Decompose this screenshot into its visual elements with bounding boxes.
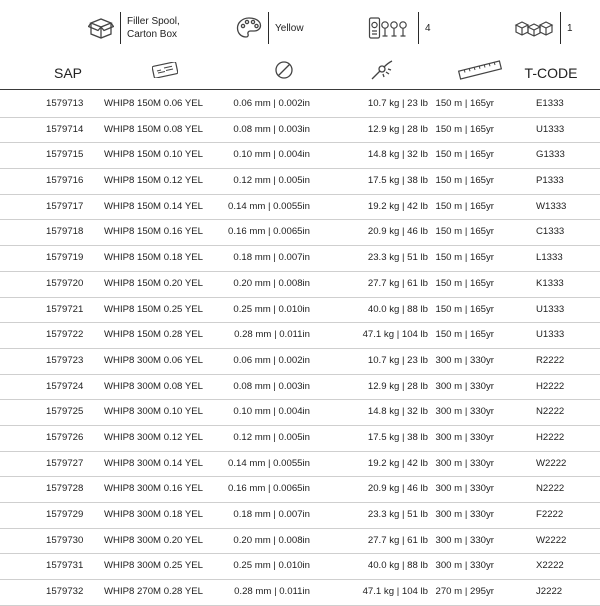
sap-cell: 1579732 — [46, 586, 84, 598]
strength-cell: 19.2 kg | 42 lb — [367, 457, 428, 469]
diameter-cell: 0.20 mm | 0.008in — [233, 534, 310, 546]
table-row — [0, 580, 600, 606]
description-cell: WHIP8 150M 0.06 YEL — [104, 98, 204, 109]
diameter-icon — [274, 60, 294, 85]
description-cell: WHIP8 150M 0.25 YEL — [104, 303, 204, 315]
sap-cell: 1579731 — [46, 560, 84, 572]
description-cell: WHIP8 150M 0.10 YEL — [104, 149, 204, 161]
product-info-bar — [0, 0, 600, 56]
sap-cell: 1579722 — [46, 329, 84, 341]
sap-cell: 1579730 — [46, 534, 84, 546]
diameter-cell: 0.06 mm | 0.002in — [233, 354, 310, 366]
strength-cell: 23.3 kg | 51 lb — [367, 252, 428, 264]
tcode-cell: U1333 — [536, 303, 565, 315]
header-strength — [360, 56, 404, 89]
sap-cell: 1579725 — [46, 406, 84, 418]
length-cell: 150 m | 165yr — [435, 175, 494, 187]
outer-pack-count: 1 — [567, 22, 573, 34]
strength-cell: 12.9 kg | 28 lb — [367, 123, 428, 135]
tcode-cell: U1333 — [536, 123, 565, 135]
length-cell: 150 m | 165yr — [435, 303, 494, 315]
diameter-cell: 0.28 mm | 0.011in — [234, 586, 310, 598]
sap-cell: 1579714 — [46, 123, 84, 135]
description-cell: WHIP8 150M 0.28 YEL — [104, 329, 204, 341]
tcode-cell: H2222 — [536, 380, 565, 392]
description-cell: WHIP8 300M 0.08 YEL — [104, 380, 204, 392]
diameter-cell: 0.25 mm | 0.010in — [233, 303, 310, 315]
table-header — [0, 56, 600, 90]
boxes-icon — [514, 16, 554, 40]
sap-cell: 1579718 — [46, 226, 84, 238]
length-cell: 270 m | 295yr — [435, 586, 494, 598]
tcode-cell: P1333 — [536, 175, 564, 187]
table-row — [0, 195, 600, 221]
inner-pack-count: 4 — [425, 22, 431, 34]
description-cell: WHIP8 150M 0.14 YEL — [104, 200, 204, 212]
table-row — [0, 323, 600, 349]
table-row — [0, 349, 600, 375]
header-sap — [40, 56, 96, 89]
strength-cell: 47.1 kg | 104 lb — [362, 586, 428, 598]
length-cell: 150 m | 165yr — [435, 98, 494, 109]
header-sap-label: SAP — [53, 64, 82, 81]
sap-cell: 1579726 — [46, 431, 84, 443]
sap-cell: 1579727 — [46, 457, 84, 469]
description-cell: WHIP8 300M 0.12 YEL — [104, 431, 204, 443]
description-cell: WHIP8 300M 0.25 YEL — [104, 560, 204, 572]
length-cell: 300 m | 330yr — [435, 354, 494, 366]
table-row — [0, 272, 600, 298]
table-row — [0, 477, 600, 503]
table-row — [0, 220, 600, 246]
length-cell: 300 m | 330yr — [435, 534, 494, 546]
strength-cell: 17.5 kg | 38 lb — [367, 431, 428, 443]
length-cell: 150 m | 165yr — [435, 329, 494, 341]
diameter-cell: 0.25 mm | 0.010in — [233, 560, 310, 572]
strength-cell: 19.2 kg | 42 lb — [367, 200, 428, 212]
divider — [268, 12, 269, 44]
color-info — [236, 8, 304, 48]
palette-icon — [236, 16, 262, 40]
diameter-cell: 0.08 mm | 0.003in — [233, 380, 310, 392]
divider — [560, 12, 561, 44]
length-cell: 300 m | 330yr — [435, 509, 494, 520]
sap-cell: 1579728 — [46, 483, 84, 495]
description-cell: WHIP8 270M 0.28 YEL — [104, 586, 204, 598]
color-label: Yellow — [275, 22, 304, 34]
diameter-cell: 0.06 mm | 0.002in — [233, 98, 310, 109]
tcode-cell: N2222 — [536, 483, 565, 495]
length-cell: 150 m | 165yr — [435, 277, 494, 289]
table-row — [0, 529, 600, 555]
sap-cell: 1579721 — [46, 303, 84, 315]
tcode-cell: L1333 — [536, 252, 563, 264]
tcode-cell: G1333 — [536, 149, 565, 161]
packaging-text — [127, 15, 180, 41]
diameter-cell: 0.12 mm | 0.005in — [233, 175, 310, 187]
length-cell: 150 m | 165yr — [435, 226, 494, 238]
inner-pack-info — [368, 8, 431, 48]
table-row — [0, 503, 600, 529]
tcode-cell: R2222 — [536, 354, 565, 366]
tcode-cell: N2222 — [536, 406, 565, 418]
strength-cell: 23.3 kg | 51 lb — [367, 509, 428, 520]
strength-cell: 12.9 kg | 28 lb — [367, 380, 428, 392]
diameter-cell: 0.20 mm | 0.008in — [233, 277, 310, 289]
length-cell: 150 m | 165yr — [435, 200, 494, 212]
divider — [418, 12, 419, 44]
header-diameter — [262, 56, 306, 89]
description-cell: WHIP8 150M 0.18 YEL — [104, 252, 204, 264]
tcode-cell: F2222 — [536, 509, 564, 520]
length-cell: 300 m | 330yr — [435, 406, 494, 418]
strength-cell: 27.7 kg | 61 lb — [367, 534, 428, 546]
outer-pack-info — [514, 8, 573, 48]
diameter-cell: 0.10 mm | 0.004in — [233, 149, 310, 161]
diameter-cell: 0.28 mm | 0.011in — [234, 329, 310, 341]
length-cell: 300 m | 330yr — [435, 483, 494, 495]
tcode-cell: W1333 — [536, 200, 567, 212]
table-row — [0, 143, 600, 169]
header-length — [450, 56, 510, 89]
description-cell: WHIP8 300M 0.18 YEL — [104, 509, 204, 520]
box-icon — [88, 15, 114, 41]
header-description — [140, 56, 190, 89]
ruler-icon — [457, 60, 503, 85]
strength-cell: 47.1 kg | 104 lb — [362, 329, 428, 341]
length-cell: 150 m | 165yr — [435, 149, 494, 161]
description-cell: WHIP8 150M 0.08 YEL — [104, 123, 204, 135]
diameter-cell: 0.12 mm | 0.005in — [233, 431, 310, 443]
strength-cell: 40.0 kg | 88 lb — [367, 560, 428, 572]
tcode-cell: W2222 — [536, 457, 567, 469]
header-tcode-label: T-CODE — [524, 64, 578, 81]
diameter-cell: 0.10 mm | 0.004in — [233, 406, 310, 418]
description-cell: WHIP8 300M 0.14 YEL — [104, 457, 204, 469]
description-cell: WHIP8 300M 0.16 YEL — [104, 483, 204, 495]
description-cell: WHIP8 300M 0.10 YEL — [104, 406, 204, 418]
table-row — [0, 298, 600, 324]
tcode-cell: W2222 — [536, 534, 567, 546]
strength-cell: 14.8 kg | 32 lb — [367, 149, 428, 161]
table-row — [0, 92, 600, 118]
strength-cell: 10.7 kg | 23 lb — [367, 354, 428, 366]
description-cell: WHIP8 150M 0.16 YEL — [104, 226, 204, 238]
tcode-cell: U1333 — [536, 329, 565, 341]
tcode-cell: J2222 — [536, 586, 563, 598]
diameter-cell: 0.14 mm | 0.0055in — [228, 457, 310, 469]
tcode-cell: C1333 — [536, 226, 565, 238]
table-row — [0, 246, 600, 272]
sap-cell: 1579713 — [46, 98, 84, 109]
strength-cell: 14.8 kg | 32 lb — [367, 406, 428, 418]
length-cell: 300 m | 330yr — [435, 457, 494, 469]
length-cell: 300 m | 330yr — [435, 560, 494, 572]
sap-cell: 1579719 — [46, 252, 84, 264]
sap-cell: 1579723 — [46, 354, 84, 366]
length-cell: 150 m | 165yr — [435, 252, 494, 264]
sap-cell: 1579729 — [46, 509, 84, 520]
sap-cell: 1579720 — [46, 277, 84, 289]
diameter-cell: 0.08 mm | 0.003in — [233, 123, 310, 135]
length-cell: 150 m | 165yr — [435, 123, 494, 135]
table-row — [0, 554, 600, 580]
label-tag-icon — [152, 62, 178, 83]
packaging-line2: Carton Box — [127, 29, 178, 40]
description-cell: WHIP8 150M 0.12 YEL — [104, 175, 204, 187]
packaging-info — [88, 8, 180, 48]
table-body — [0, 92, 600, 606]
diameter-cell: 0.18 mm | 0.007in — [233, 509, 310, 520]
table-row — [0, 400, 600, 426]
strength-cell: 27.7 kg | 61 lb — [367, 277, 428, 289]
tcode-cell: H2222 — [536, 431, 565, 443]
table-row — [0, 169, 600, 195]
table-row — [0, 118, 600, 144]
tcode-cell: K1333 — [536, 277, 564, 289]
diameter-cell: 0.18 mm | 0.007in — [233, 252, 310, 264]
divider — [120, 12, 121, 44]
sap-cell: 1579724 — [46, 380, 84, 392]
description-cell: WHIP8 300M 0.06 YEL — [104, 354, 204, 366]
diameter-cell: 0.16 mm | 0.0065in — [228, 483, 310, 495]
breaking-strength-icon — [370, 59, 394, 86]
table-row — [0, 375, 600, 401]
diameter-cell: 0.14 mm | 0.0055in — [228, 200, 310, 212]
header-tcode — [516, 56, 586, 89]
strength-cell: 20.9 kg | 46 lb — [367, 226, 428, 238]
strength-cell: 10.7 kg | 23 lb — [367, 98, 428, 109]
strength-cell: 40.0 kg | 88 lb — [367, 303, 428, 315]
length-cell: 300 m | 330yr — [435, 380, 494, 392]
spools-icon — [368, 16, 412, 40]
strength-cell: 20.9 kg | 46 lb — [367, 483, 428, 495]
tcode-cell: E1333 — [536, 98, 564, 109]
sap-cell: 1579716 — [46, 175, 84, 187]
sap-cell: 1579715 — [46, 149, 84, 161]
diameter-cell: 0.16 mm | 0.0065in — [228, 226, 310, 238]
packaging-line1: Filler Spool, — [127, 16, 180, 27]
table-row — [0, 426, 600, 452]
sap-cell: 1579717 — [46, 200, 84, 212]
strength-cell: 17.5 kg | 38 lb — [367, 175, 428, 187]
description-cell: WHIP8 300M 0.20 YEL — [104, 534, 204, 546]
description-cell: WHIP8 150M 0.20 YEL — [104, 277, 204, 289]
tcode-cell: X2222 — [536, 560, 564, 572]
length-cell: 300 m | 330yr — [435, 431, 494, 443]
table-row — [0, 452, 600, 478]
